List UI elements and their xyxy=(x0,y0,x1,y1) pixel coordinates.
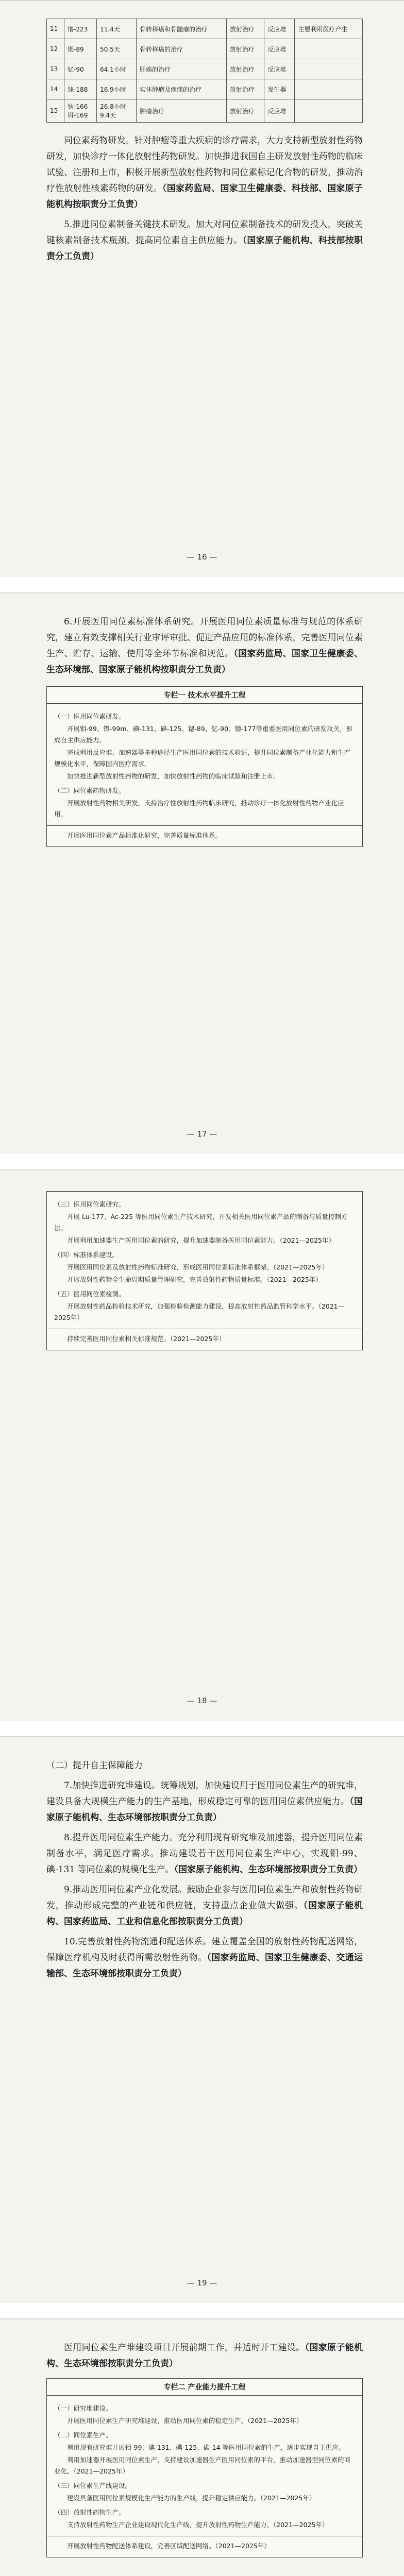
table-row xyxy=(47,59,363,79)
box-subheading: （五）医用同位素检测。 xyxy=(54,1290,125,1298)
table-cell-code: 钇-90 xyxy=(64,59,97,79)
table-cell-halflife: 64.1小时 xyxy=(97,59,137,79)
box-text: 开展利用加速器生产医用同位素的研究，提升加速器制备医用同位素能力。（2021—2025年） xyxy=(67,1236,335,1244)
box-subheading: （四）标准体系建设。 xyxy=(54,1251,119,1259)
table-cell-form: 发生器 xyxy=(264,79,295,99)
box-note: 开展医用同位素产品标准化研究，完善质量标准体系。 xyxy=(67,832,222,839)
table-row xyxy=(47,99,363,123)
box-text: 开展放射性药品检验技术研究，加强检验检测能力建设，提高放射性药品监管科学水平。（2021—2025年） xyxy=(54,1302,345,1321)
page-number: — 17 — xyxy=(187,1129,217,1139)
box-title: 专栏二 产业能力提升工程 xyxy=(47,2379,362,2396)
table-cell-no: 12 xyxy=(47,39,64,59)
paragraph: 6.开展医用同位素标准体系研究。开展医用同位素质量标准与规范的体系研究，建立有效支撑相关行业审评审批、促进产品应用的标准体系，完善医用同位素生产、贮存、运输、使用等全环节标准和规范。（国家药监局、国家卫生健康委、生态环境部、国家原子能机构按职责分工负责） xyxy=(46,617,363,675)
document-page-5 xyxy=(0,2318,404,2576)
table-row xyxy=(47,19,363,39)
paragraph: 10.完善放射性药物流通和配送体系。建立覆盖全国的放射性药物配送网络，保障医疗机构及时获得所需放射性药物。（国家药监局、国家卫生健康委、交通运输部、生态环境部按职责分工负责） xyxy=(46,1937,363,1979)
box-text: 开展放射性药物相关研发，支持治疗性放射性药物临床研究，推动诊疗一体化放射性药物产业化应用。 xyxy=(54,799,344,818)
table-cell-halflife: 26.8小时 9.4天 xyxy=(97,99,137,123)
box-text: 利用加速器开展医用同位素生产，支持建设加速器生产医用同位素的平台，推动加速器型同位素的商业化。（2021—2025年） xyxy=(54,2456,351,2475)
column-box-2 xyxy=(46,2378,363,2557)
document-page-4 xyxy=(0,1736,404,2304)
table-cell-note xyxy=(295,39,363,59)
table-cell-type: 放射治疗 xyxy=(226,19,264,39)
section-heading: （二）提升自主保障能力 xyxy=(46,1760,143,1771)
table-cell-no: 13 xyxy=(47,59,64,79)
table-cell-nuclide_use: 实体肿瘤及疼痛的治疗 xyxy=(136,79,226,99)
table-cell-halflife: 11.4天 xyxy=(97,19,137,39)
paragraph: 9.推动医用同位素产业化发展。鼓励企业参与医用同位素生产和放射性药物研发，推动形成完整的产业链和供应链，支持重点企业做大做强。（国家原子能机构、国家药监局、工业和信息化部按职责分工负责） xyxy=(46,1885,363,1927)
box-body xyxy=(47,1192,362,1329)
box-note: 开展放射性药物配送体系建设，完善区域配送网络。（2021—2025年） xyxy=(67,2542,271,2550)
box-text: 支持放射性药物生产企业建设现代化生产线，提升放射性药物生产能力。（2021—2025年） xyxy=(67,2521,329,2529)
paragraph: 医用同位素生产堆建设项目开展前期工作，并适时开工建设。（国家原子能机构、生态环境部按职责分工负责） xyxy=(46,2343,363,2369)
column-box-1 xyxy=(46,686,363,847)
table-cell-code: 锶-89 xyxy=(64,39,97,59)
table-cell-type: 放射治疗 xyxy=(226,99,264,123)
table-cell-note: 主要利用医疗产生 xyxy=(295,19,363,39)
box-subheading: （一）医用同位素研发。 xyxy=(54,713,125,720)
paragraph: 同位素药物研发。针对肿瘤等重大疾病的诊疗需求，大力支持新型放射性药物研发，加快诊疗一体化放射性药物研发。加快推进我国自主研发放射性药物的临床试验、注册和上市，积极开展新型放射性药物和同位素标记化合物的研发，推动治疗性放射性核素药物的研发。（国家药监局、国家卫生健康委、科技部、国家原子能机构按职责分工负责） xyxy=(46,135,363,210)
table-cell-no: 11 xyxy=(47,19,64,39)
table-cell-nuclide_use: 肝癌的治疗 xyxy=(136,59,226,79)
box-subheading: （一）研究堆建设。 xyxy=(54,2404,112,2412)
paragraph: 5.推进同位素制备关键技术研发。加大对同位素制备技术的研发投入，突破关键核素制备技术瓶颈，提高同位素自主供应能力。（国家原子能机构、科技部按职责分工负责） xyxy=(46,219,363,262)
box-text: 开展医用同位素及放射性药物标准研究，形成医用同位素标准体系框架。（2021—2025年） xyxy=(67,1263,329,1271)
paragraph: 8.提升医用同位素生产能力。充分利用现有研究堆及加速器，提升医用同位素制备水平，满足医疗需求。推动建设若干医用同位素生产中心，实现钼-99、碘-131 等同位素的规模化生产。（国家原子能机构、生态环境部按职责分工负责） xyxy=(46,1833,363,1875)
box-text: 开展放射性药物全生命周期质量管理研究，完善放射性药物质量标准。（2021—2025年） xyxy=(67,1276,322,1283)
table-cell-type: 放射治疗 xyxy=(226,79,264,99)
table-cell-code: 钬-166 铒-169 xyxy=(64,99,97,123)
box-text: 加快推进新型放射性药物的研发，加快放射性药物的临床试验和注册上市。 xyxy=(67,772,280,780)
box-subheading: （二）同位素生产。 xyxy=(54,2431,112,2439)
table-cell-no: 15 xyxy=(47,99,64,123)
document-page-3 xyxy=(0,1170,404,1722)
box-text: 建设具备医用同位素规模化生产能力的生产线，提升稳定供应能力。（2021—2025年） xyxy=(67,2494,316,2502)
box-text: 利用现有研究堆开展钼-99、碘-131、碘-125、碳-14 等医用同位素的生产，逐步实现自主供应。 xyxy=(67,2444,345,2451)
box-subheading: （三）同位素生产线建设。 xyxy=(54,2482,132,2489)
box-body xyxy=(47,704,362,825)
box-text: 开展医用同位素生产研究堆建设，推动医用同位素的稳定生产。（2021—2025年） xyxy=(67,2417,303,2425)
table-cell-halflife: 50.5天 xyxy=(97,39,137,59)
table-cell-note xyxy=(295,59,363,79)
box-text: 开展 Lu-177、Ac-225 等医用同位素生产技术研究，开发相关医用同位素产品的制备与质量控制方法。 xyxy=(54,1213,348,1232)
paragraph: 7.加快推进研究堆建设。统筹规划，加快建设用于医用同位素生产的研究堆，建设具备大规模生产能力的生产基地，形成稳定可靠的医用同位素供应能力。（国家原子能机构、生态环境部按职责分工负责） xyxy=(46,1781,363,1823)
table-cell-form: 反应堆 xyxy=(264,59,295,79)
page-number: — 18 — xyxy=(187,1696,217,1705)
table-cell-halflife: 16.9小时 xyxy=(97,79,137,99)
column-box-1-continued xyxy=(46,1191,363,1350)
table-cell-nuclide_use: 骨转移癌的治疗 xyxy=(136,39,226,59)
table-cell-no: 14 xyxy=(47,79,64,99)
table-cell-nuclide_use: 骨转移癌和骨髓瘤的治疗 xyxy=(136,19,226,39)
table-cell-code: 铼-188 xyxy=(64,79,97,99)
table-cell-type: 放射治疗 xyxy=(226,39,264,59)
page-number: — 19 — xyxy=(187,2278,217,2287)
table-cell-nuclide_use: 肿瘤治疗 xyxy=(136,99,226,123)
box-title: 专栏一 技术水平提升工程 xyxy=(47,687,362,704)
document-page-2 xyxy=(0,592,404,1155)
box-text: 开展钼-99、锝-99m、碘-131、碘-125、锶-89、钇-90、镥-177等重要医用同位素的研发攻关，形成自主供应能力。 xyxy=(54,725,352,744)
table-cell-note xyxy=(295,99,363,123)
table-row xyxy=(47,39,363,59)
table-cell-code: 镥-223 xyxy=(64,19,97,39)
table-cell-form: 反应堆 xyxy=(264,39,295,59)
table-cell-form: 反应堆 xyxy=(264,99,295,123)
table-row xyxy=(47,79,363,99)
table-cell-form: 反应堆 xyxy=(264,19,295,39)
box-subheading: （三）医用同位素研究。 xyxy=(54,1200,125,1208)
box-subheading: （二）同位素药物研发。 xyxy=(54,787,125,794)
document-page-1 xyxy=(0,0,404,578)
box-text: 完成利用反应堆、加速器等多种途径生产医用同位素的技术验证，提升同位素制备产业化能力和生产规模化水平，保障国内医疗需求。 xyxy=(54,749,351,768)
box-note: 持续完善医用同位素相关标准规范。（2021—2025年） xyxy=(67,1335,226,1343)
box-body xyxy=(47,2396,362,2536)
table-cell-note xyxy=(295,79,363,99)
table-cell-type: 放射治疗 xyxy=(226,59,264,79)
isotope-table xyxy=(46,19,363,123)
page-number: — 16 — xyxy=(187,552,217,562)
box-subheading: （四）放射性药物生产。 xyxy=(54,2509,125,2516)
